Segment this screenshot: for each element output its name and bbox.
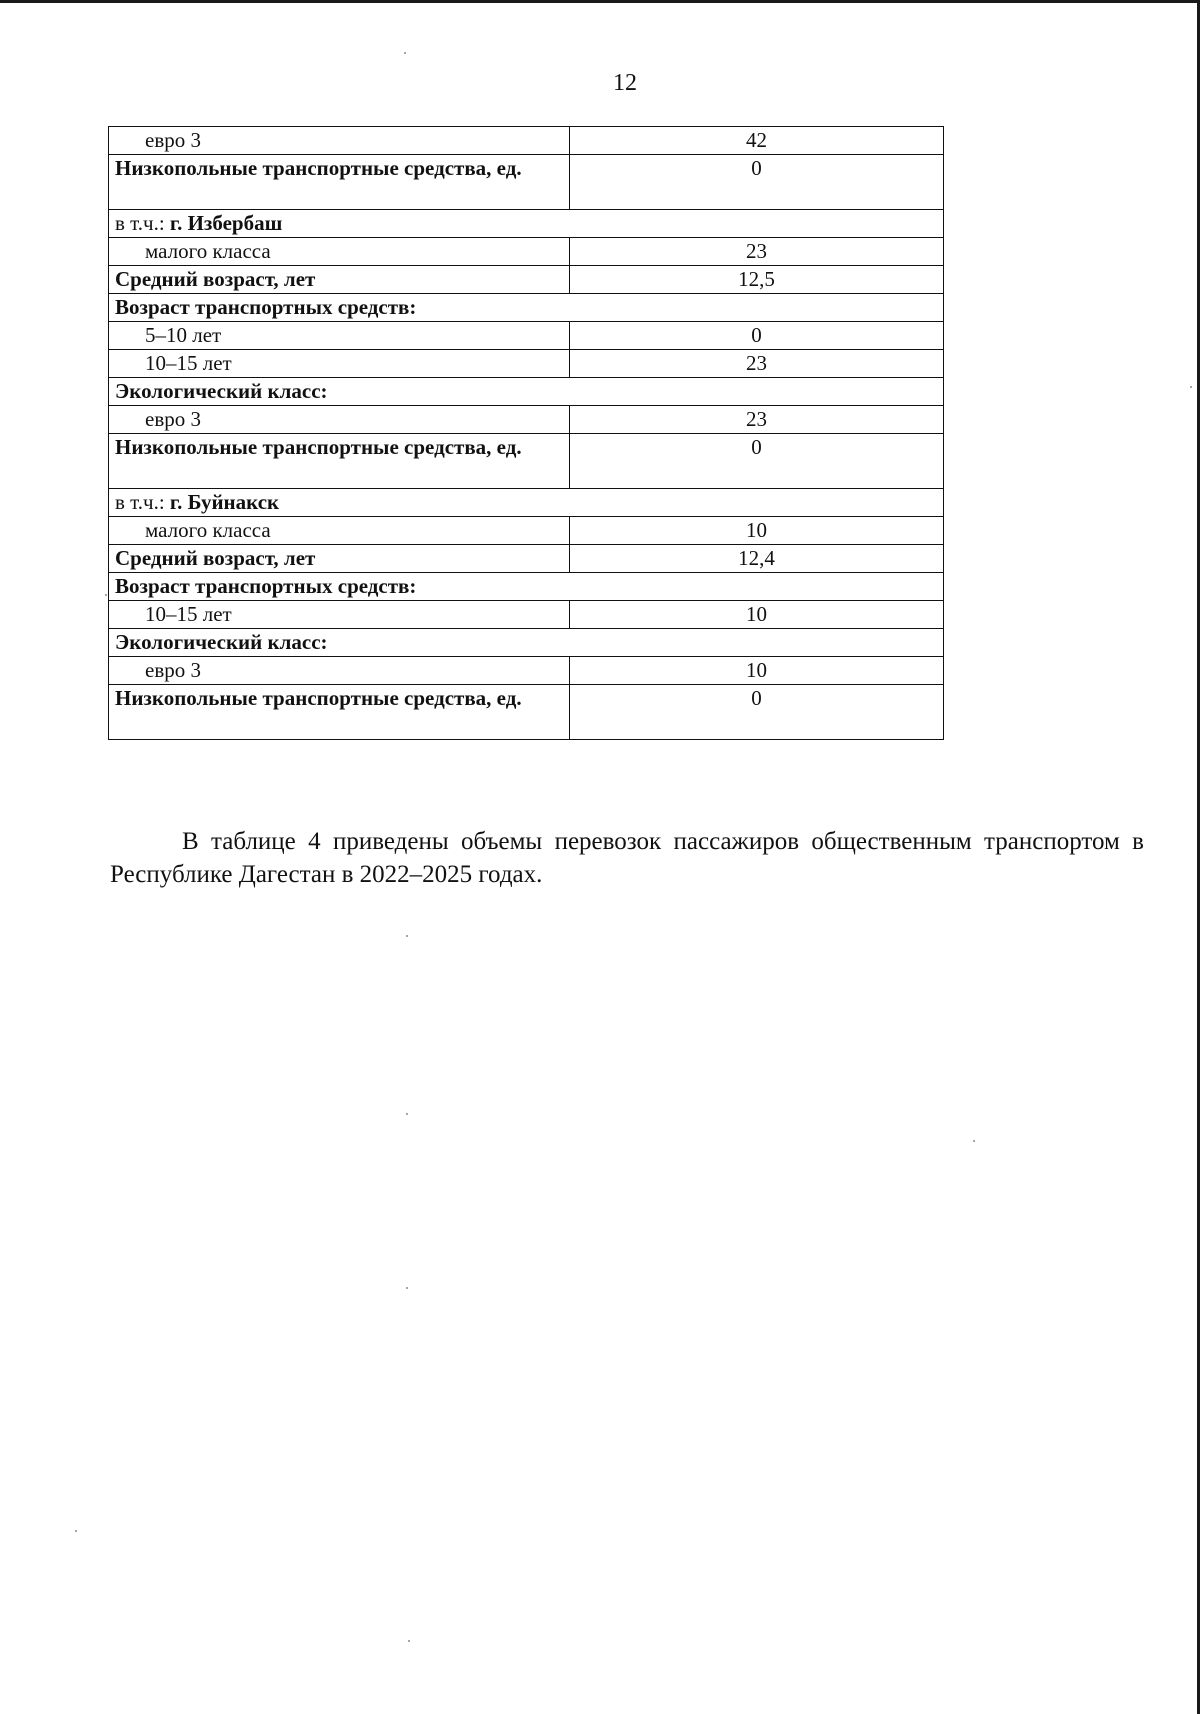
statistics-table [108,126,944,740]
row-value: 0 [570,322,944,350]
city-header [109,489,944,517]
section-header-row [109,210,944,238]
row-value: 10 [570,601,944,629]
row-label: Низкопольные транспортные средства, ед. [109,155,570,210]
row-value: 0 [570,685,944,740]
row-label: 5–10 лет [109,322,570,350]
table-row [109,545,944,573]
scan-speck [973,1140,975,1142]
city-name: г. Буйнакск [169,490,280,514]
row-value: 10 [570,657,944,685]
table-row [109,322,944,350]
city-prefix: в т.ч.: [115,490,170,514]
table-row [109,238,944,266]
row-label: евро 3 [109,406,570,434]
scan-speck [406,1113,408,1115]
row-label: малого класса [109,238,570,266]
body-paragraph: В таблице 4 приведены объемы перевозок пассажиров общественным транспортом в Республике Дагестан в 2022–2025 годах. [110,828,1144,888]
scan-speck [406,935,408,937]
section-header: Экологический класс: [109,378,944,406]
row-label: малого класса [109,517,570,545]
scan-speck [1190,386,1192,388]
row-label: Низкопольные транспортные средства, ед. [109,685,570,740]
row-label: Средний возраст, лет [109,545,570,573]
city-name: г. Избербаш [169,211,283,235]
scan-speck [408,1640,410,1642]
row-label: Средний возраст, лет [109,266,570,294]
section-header: Экологический класс: [109,629,944,657]
row-value: 23 [570,406,944,434]
row-label: евро 3 [109,127,570,155]
section-header-row [109,378,944,406]
table-row [109,155,944,210]
row-value: 12,4 [570,545,944,573]
row-label: 10–15 лет [109,601,570,629]
row-value: 10 [570,517,944,545]
city-prefix: в т.ч.: [115,211,170,235]
section-header-row [109,573,944,601]
row-value: 23 [570,350,944,378]
table-row [109,517,944,545]
table-row [109,434,944,489]
scan-speck [406,1287,408,1289]
row-value: 0 [570,434,944,489]
table-row [109,657,944,685]
table-row [109,127,944,155]
section-header-row [109,294,944,322]
page-number: 12 [613,70,637,96]
section-header-row [109,489,944,517]
section-header: Возраст транспортных средств: [109,294,944,322]
row-value: 23 [570,238,944,266]
section-header: Возраст транспортных средств: [109,573,944,601]
city-header [109,210,944,238]
table-row [109,685,944,740]
scan-speck [105,594,107,596]
row-value: 0 [570,155,944,210]
row-label: Низкопольные транспортные средства, ед. [109,434,570,489]
section-header-row [109,629,944,657]
row-label: евро 3 [109,657,570,685]
table-row [109,406,944,434]
table-row [109,601,944,629]
row-label: 10–15 лет [109,350,570,378]
table-row [109,266,944,294]
scan-border-top [0,0,1200,3]
row-value: 42 [570,127,944,155]
row-value: 12,5 [570,266,944,294]
table-row [109,350,944,378]
scan-speck [404,52,406,54]
scan-speck [75,1530,77,1532]
